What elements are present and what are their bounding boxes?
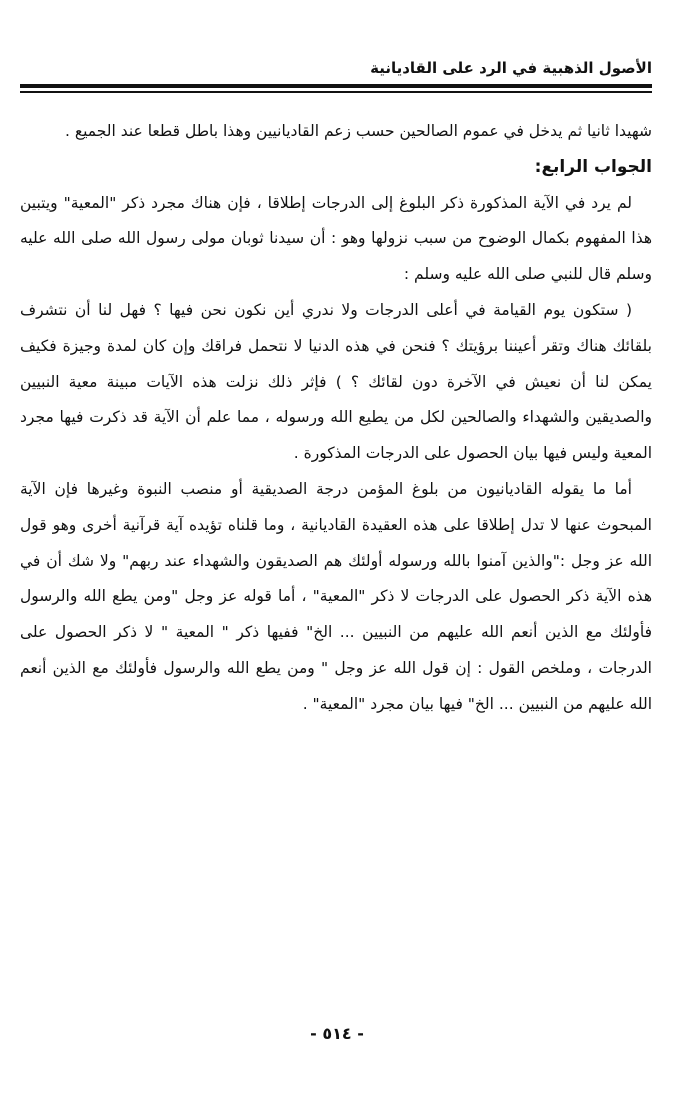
paragraph-conclusion: أما ما يقوله القاديانيون من بلوغ المؤمن درجة الصديقية أو منصب النبوة وغيرها فإن الآية المبحوث عنها لا تدل إطلاقا على هذه العقيدة القاديانية ، وما قلناه تؤيده آية قرآنية أخرى وهو قول الله عز وجل :"والذين آمنوا بالله ورسوله أولئك هم الصديقون والشهداء عند ربهم" ولا شك أن في هذه الآية ذكر الحصول على الدرجات لا ذكر "المعية" ، أما قوله عز وجل "ومن يطع الله والرسول فأولئك مع الذين أنعم الله عليهم من النبيين ... الخ" ففيها ذكر " المعية " لا ذكر الحصول على الدرجات ، وملخص القول : إن قول الله عز وجل " ومن يطع الله والرسول فأولئك مع الذين أنعم الله عليهم من النبيين ... الخ" فيها بيان مجرد "المعية" . [20, 479, 652, 713]
section-heading: الجواب الرابع: [534, 156, 652, 177]
running-header-title: الأصول الذهبية في الرد على القاديانية [370, 59, 652, 77]
header-rule-thin [20, 91, 652, 93]
body-text [20, 114, 652, 723]
paragraph-answer: لم يرد في الآية المذكورة ذكر البلوغ إلى الدرجات إطلاقا ، فإن هناك مجرد ذكر "المعية" ويتبين هذا المفهوم بكمال الوضوح من سبب نزولها وهو : أن سيدنا ثوبان مولى رسول الله صلى الله عليه وسلم قال للنبي صلى الله عليه وسلم : [20, 193, 652, 284]
page-number: - ٥١٤ - [310, 1024, 364, 1043]
paragraph-continuation: شهيدا ثانيا ثم يدخل في عموم الصالحين حسب زعم القاديانيين وهذا باطل قطعا عند الجميع . [65, 122, 652, 140]
header-rule-thick [20, 84, 652, 88]
paragraph-hadith: ( ستكون يوم القيامة في أعلى الدرجات ولا ندري أين نكون نحن فيها ؟ فهل لنا أن نتشرف بلقائك هناك وتقر أعيننا برؤيتك ؟ فنحن في هذه الدنيا لا نتحمل فراقك وإن كان لمدة وجيزة فكيف يمكن لنا أن نعيش في الآخرة دون لقائك ؟ ) فإثر ذلك نزلت هذه الآيات مبينة معية النبيين والصديقين والشهداء والصالحين لكل من يطيع الله ورسوله ، مما علم أن الآية قد ذكرت فيها مجرد المعية وليس فيها بيان الحصول على الدرجات المذكورة . [20, 300, 652, 463]
